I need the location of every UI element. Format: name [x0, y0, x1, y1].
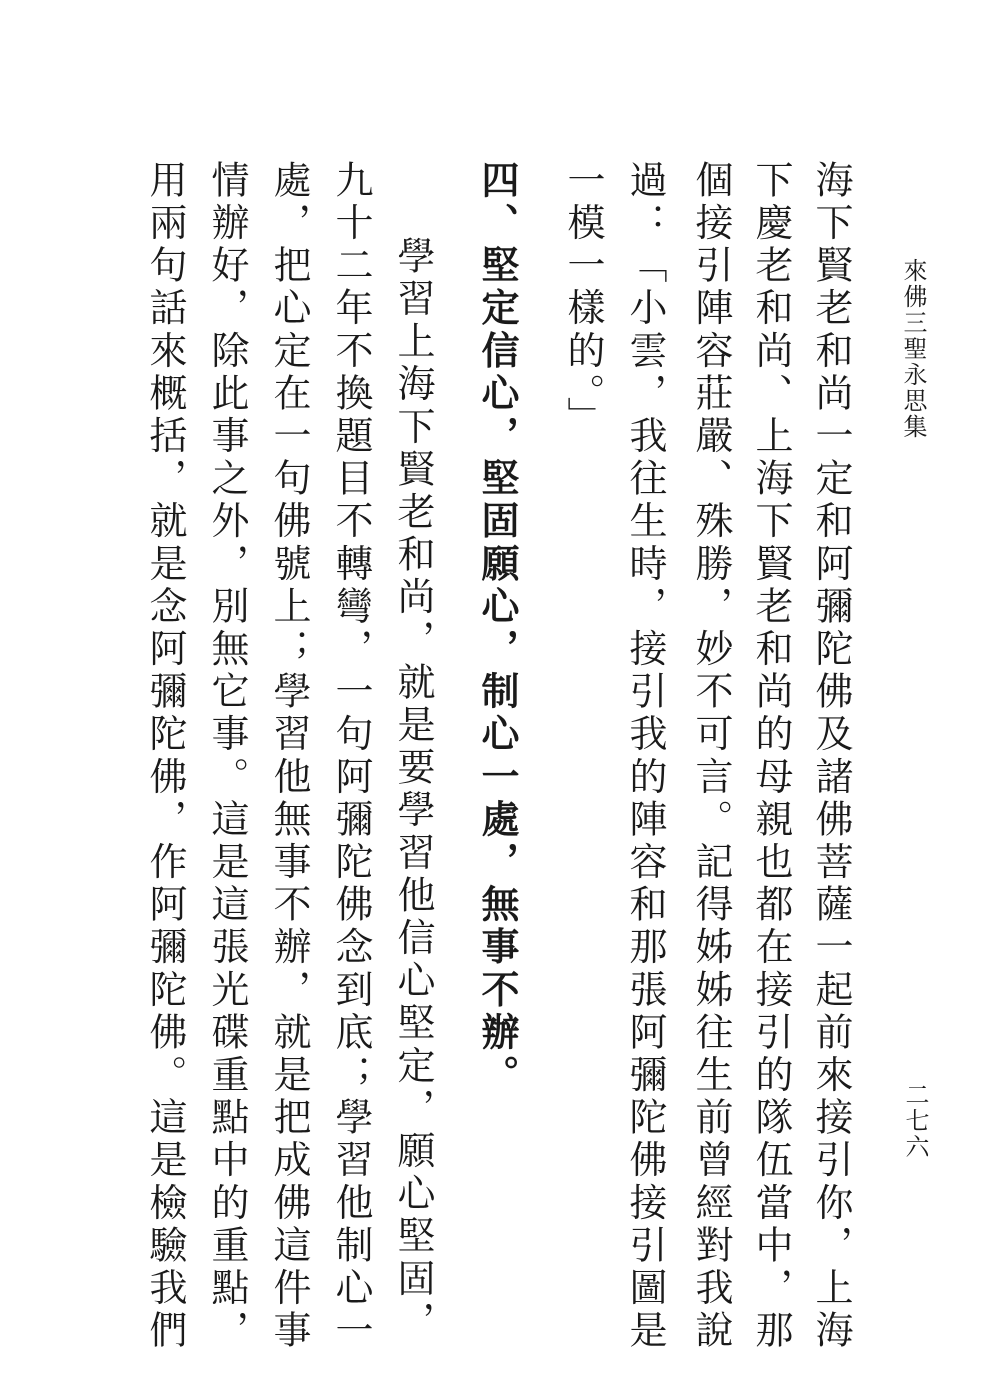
- text-column: 九十二年不換題目不轉彎，一句阿彌陀佛念到底；學習他制心一: [329, 160, 373, 1353]
- text-column: 過：「小雲，我往生時，接引我的陣容和那張阿彌陀佛接引圖是: [623, 160, 667, 1353]
- text-column: 一模一樣的。」: [561, 160, 605, 440]
- section-heading: 四、堅定信心，堅固願心，制心一處，無事不辦。: [475, 160, 520, 1098]
- running-header: 來佛三聖永思集: [899, 258, 927, 440]
- paragraph-first-column: 學習上海下賢老和尚，就是要學習他信心堅定，願心堅固，: [391, 236, 435, 1344]
- page-number: 二七六: [901, 1082, 929, 1160]
- text-column: 情辦好，除此事之外，別無它事。這是這張光碟重點中的重點，: [205, 160, 249, 1353]
- text-column: 個接引陣容莊嚴、殊勝，妙不可言。記得姊姊往生前曾經對我說: [689, 160, 733, 1353]
- text-column: 下慶老和尚、上海下賢老和尚的母親也都在接引的隊伍當中，那: [749, 160, 793, 1353]
- text-column: 處，把心定在一句佛號上；學習他無事不辦，就是把成佛這件事: [267, 160, 311, 1353]
- text-column: 海下賢老和尚一定和阿彌陀佛及諸佛菩薩一起前來接引你，上海: [809, 160, 853, 1353]
- text-column: 用兩句話來概括，就是念阿彌陀佛，作阿彌陀佛。這是檢驗我們: [143, 160, 187, 1353]
